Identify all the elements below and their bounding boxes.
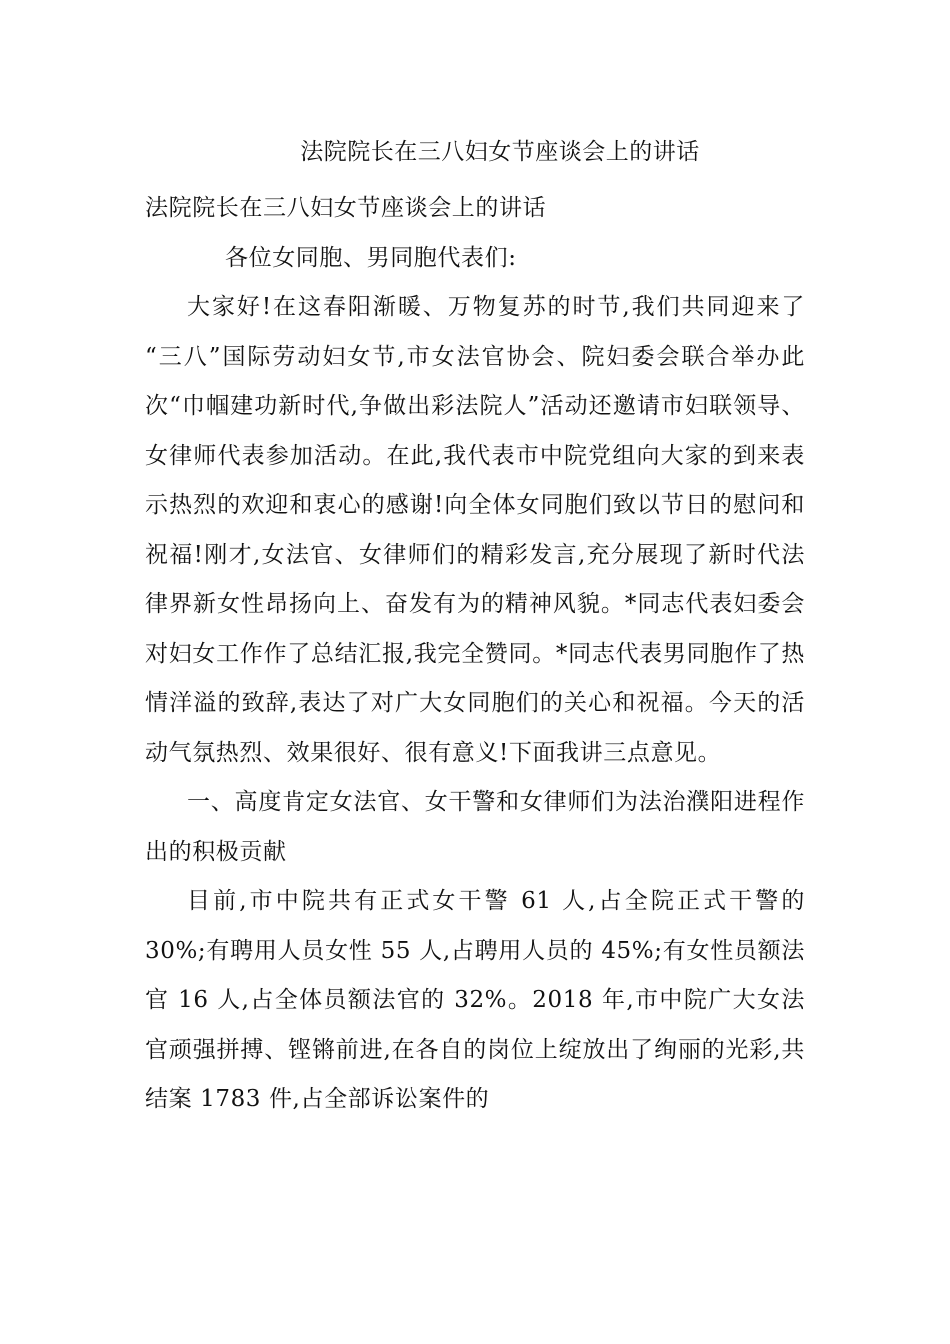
document-subtitle: 法院院长在三八妇女节座谈会上的讲话	[145, 195, 547, 221]
document-body	[145, 184, 805, 1125]
document-title: 法院院长在三八妇女节座谈会上的讲话	[300, 139, 700, 165]
paragraph-statistics: 目前,市中院共有正式女干警 61 人,占全院正式干警的 30%;有聘用人员女性 55 人,占聘用人员的 45%;有女性员额法官 16 人,占全体员额法官的 32%。2018 年,市中院广大女法官顽强拼搏、铿锵前进,在各自的岗位上绽放出了绚丽的光彩,共结案 1783 件,占全部诉讼案件的	[145, 888, 805, 1112]
paragraph-opening: 大家好!在这春阳渐暖、万物复苏的时节,我们共同迎来了 “三八”国际劳动妇女节,市女法官协会、院妇委会联合举办此次“巾帼建功新时代,争做出彩法院人”活动还邀请市妇联领导、女律师代表参加活动。在此,我代表市中院党组向大家的到来表示热烈的欢迎和衷心的感谢!向全体女同胞们致以节日的慰问和祝福!刚才,女法官、女律师们的精彩发言,充分展现了新时代法律界新女性昂扬向上、奋发有为的精神风貌。*同志代表妇委会对妇女工作作了总结汇报,我完全赞同。*同志代表男同胞作了热情洋溢的致辞,表达了对广大女同胞们的关心和祝福。今天的活动气氛热烈、效果很好、很有意义!下面我讲三点意见。	[145, 294, 805, 766]
section-heading-1: 一、高度肯定女法官、女干警和女律师们为法治濮阳进程作出的积极贡献	[145, 789, 805, 865]
salutation: 各位女同胞、男同胞代表们:	[225, 244, 517, 271]
